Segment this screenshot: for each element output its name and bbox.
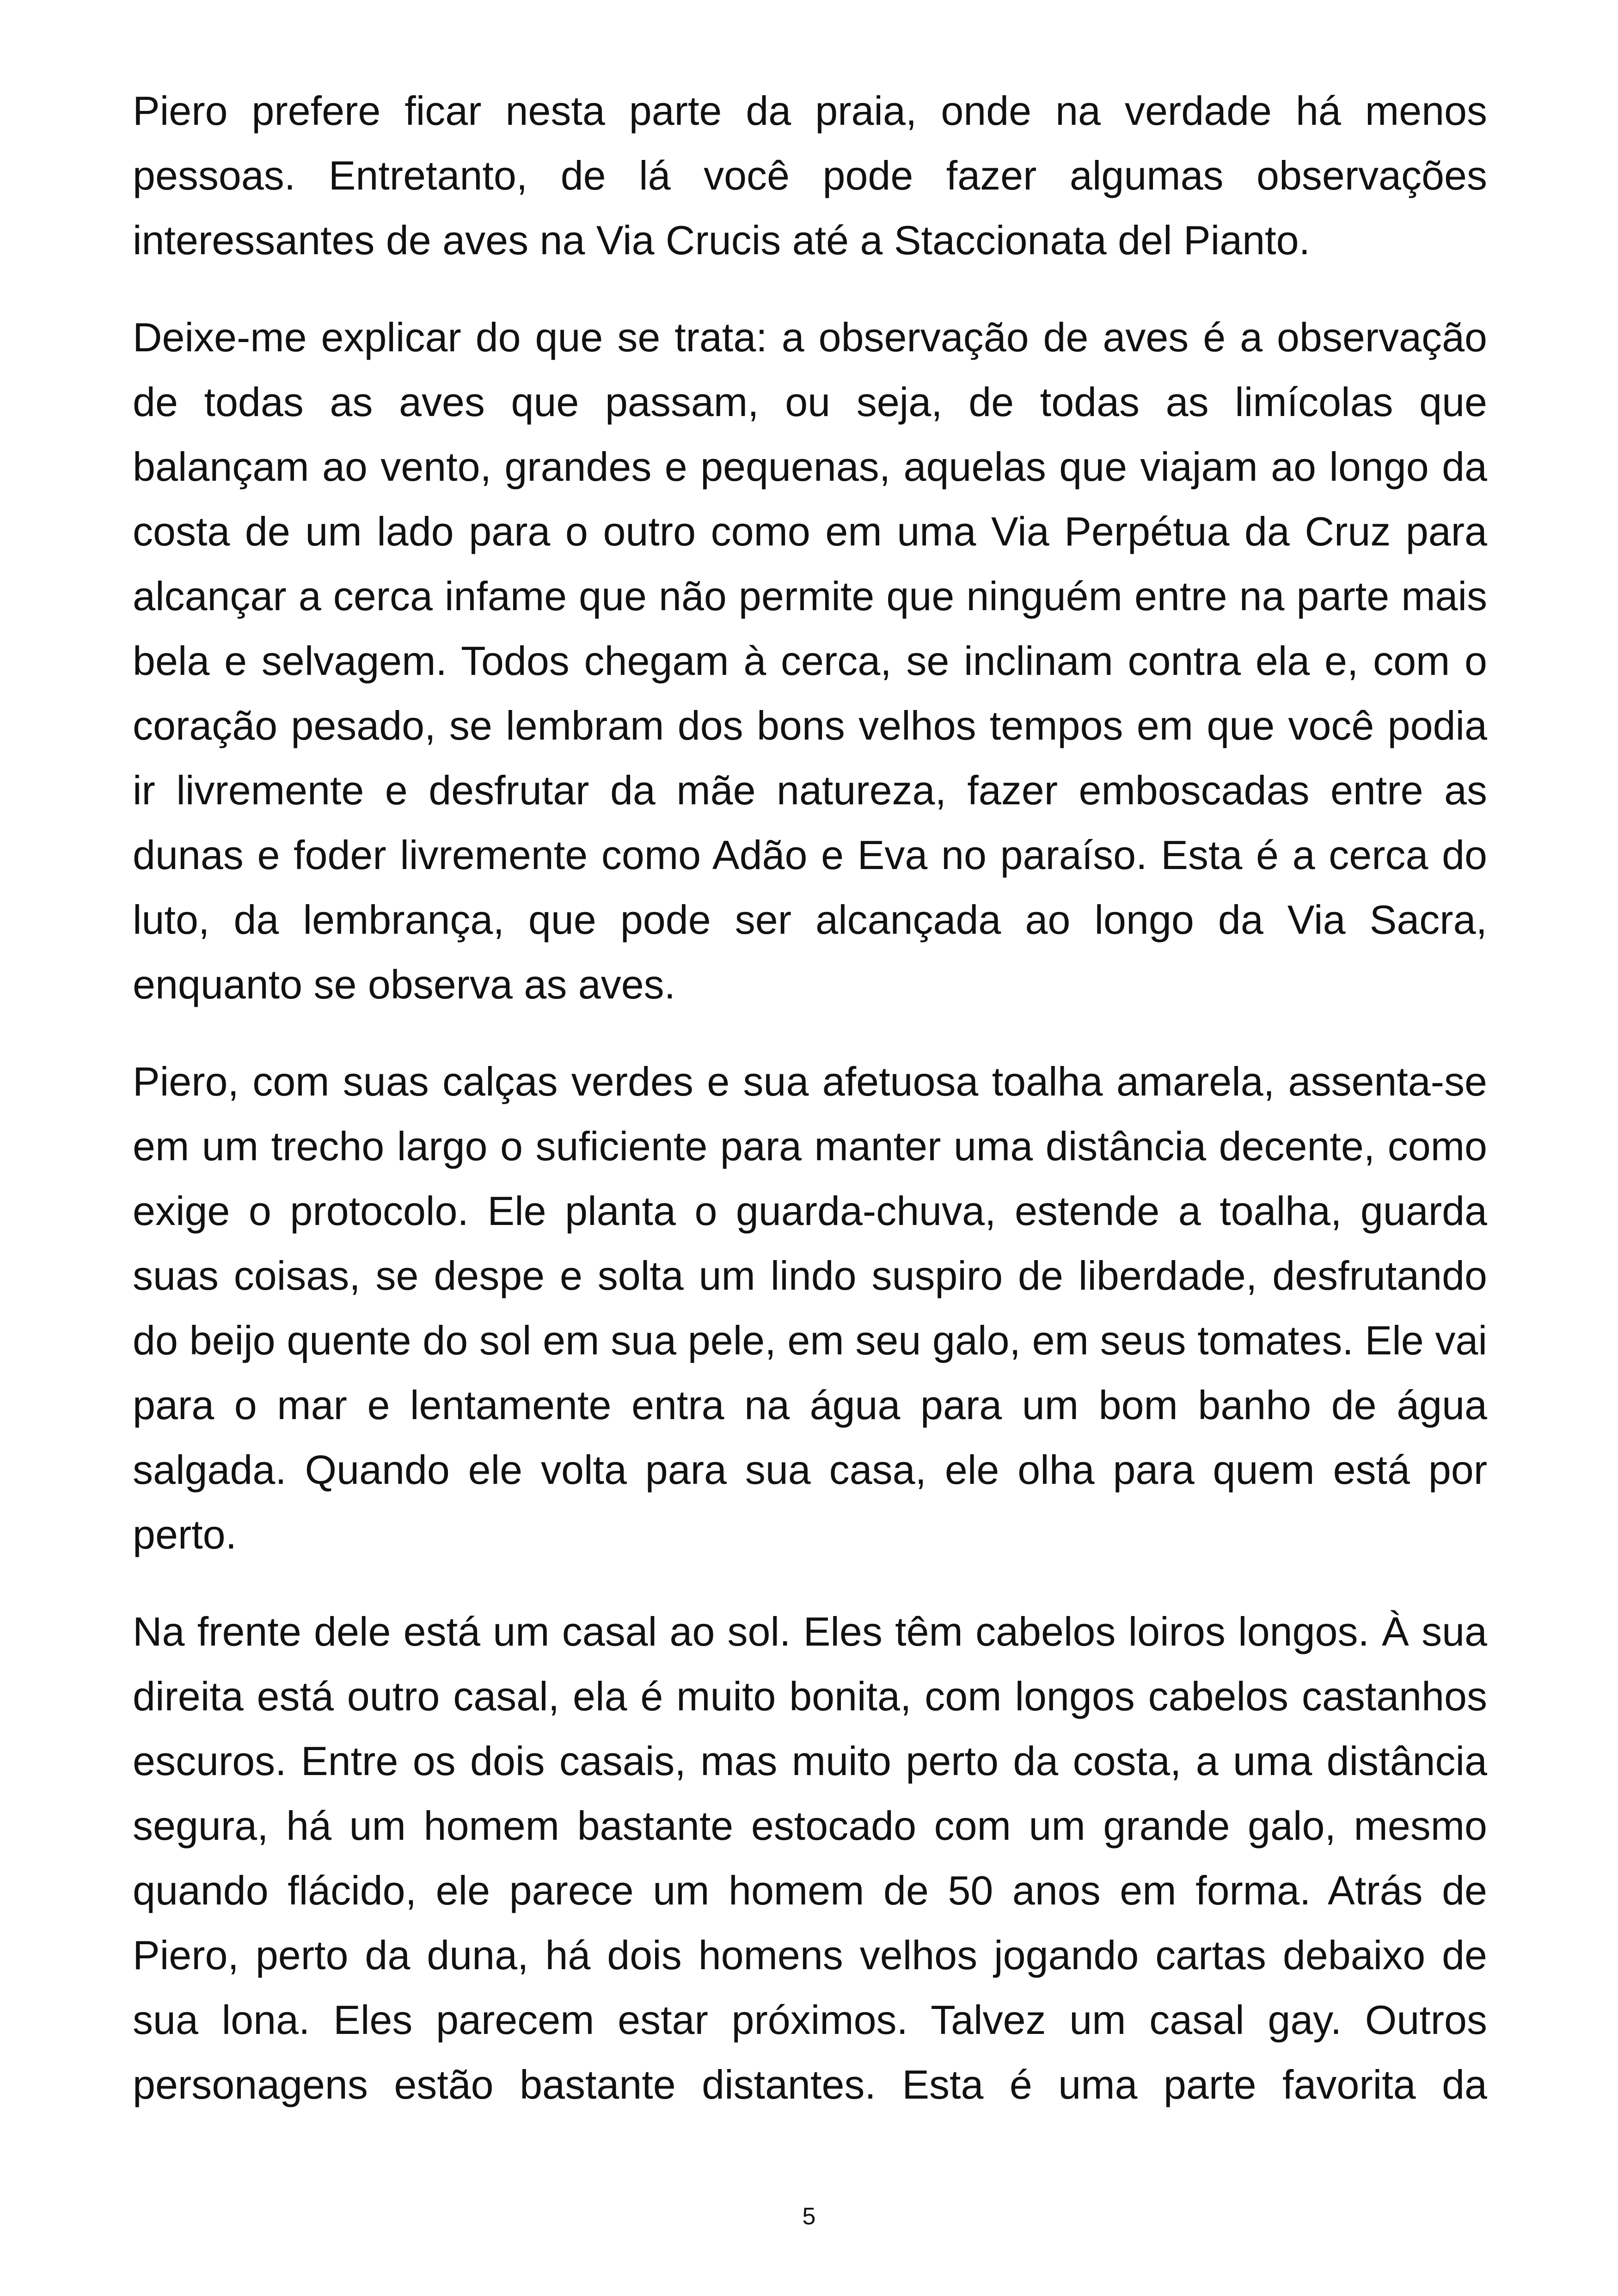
page-number: 5	[802, 2203, 816, 2230]
paragraph-4: Na frente dele está um casal ao sol. Eles têm cabelos loiros longos. À sua direita está outro casal, ela é muito bonita, com longos cabelos castanhos escuros. Entre os dois casais, mas muito perto da costa, a uma distância segura, há um homem bastante estocado com um grande galo, mesmo quando flácido, ele parece um homem de 50 anos em forma. Atrás de Piero, perto da duna, há dois homens velhos jogando cartas debaixo de sua lona. Eles parecem estar próximos. Talvez um casal gay. Outros personagens estão bastante distantes. Esta é uma parte favorita da	[133, 1609, 1487, 2107]
paragraph-3: Piero, com suas calças verdes e sua afetuosa toalha amarela, assenta-se em um trecho largo o suficiente para manter uma distância decente, como exige o protocolo. Ele planta o guarda-chuva, estende a toalha, guarda suas coisas, se despe e solta um lindo suspiro de liberdade, desfrutando do beijo quente do sol em sua pele, em seu galo, em seus tomates. Ele vai para o mar e lentamente entra na água para um bom banho de água salgada. Quando ele volta para sua casa, ele olha para quem está por perto.	[133, 1059, 1487, 1557]
paragraph-1: Piero prefere ficar nesta parte da praia, onde na verdade há menos pessoas. Entretanto, de lá você pode fazer algumas observações interessantes de aves na Via Crucis até a Staccionata del Pianto.	[133, 88, 1487, 263]
page-body	[133, 79, 1487, 2149]
paragraph-2: Deixe-me explicar do que se trata: a observação de aves é a observação de todas as aves que passam, ou seja, de todas as limícolas que balançam ao vento, grandes e pequenas, aquelas que viajam ao longo da costa de um lado para o outro como em uma Via Perpétua da Cruz para alcançar a cerca infame que não permite que ninguém entre na parte mais bela e selvagem. Todos chegam à cerca, se inclinam contra ela e, com o coração pesado, se lembram dos bons velhos tempos em que você podia ir livremente e desfrutar da mãe natureza, fazer emboscadas entre as dunas e foder livremente como Adão e Eva no paraíso. Esta é a cerca do luto, da lembrança, que pode ser alcançada ao longo da Via Sacra, enquanto se observa as aves.	[133, 314, 1487, 1007]
